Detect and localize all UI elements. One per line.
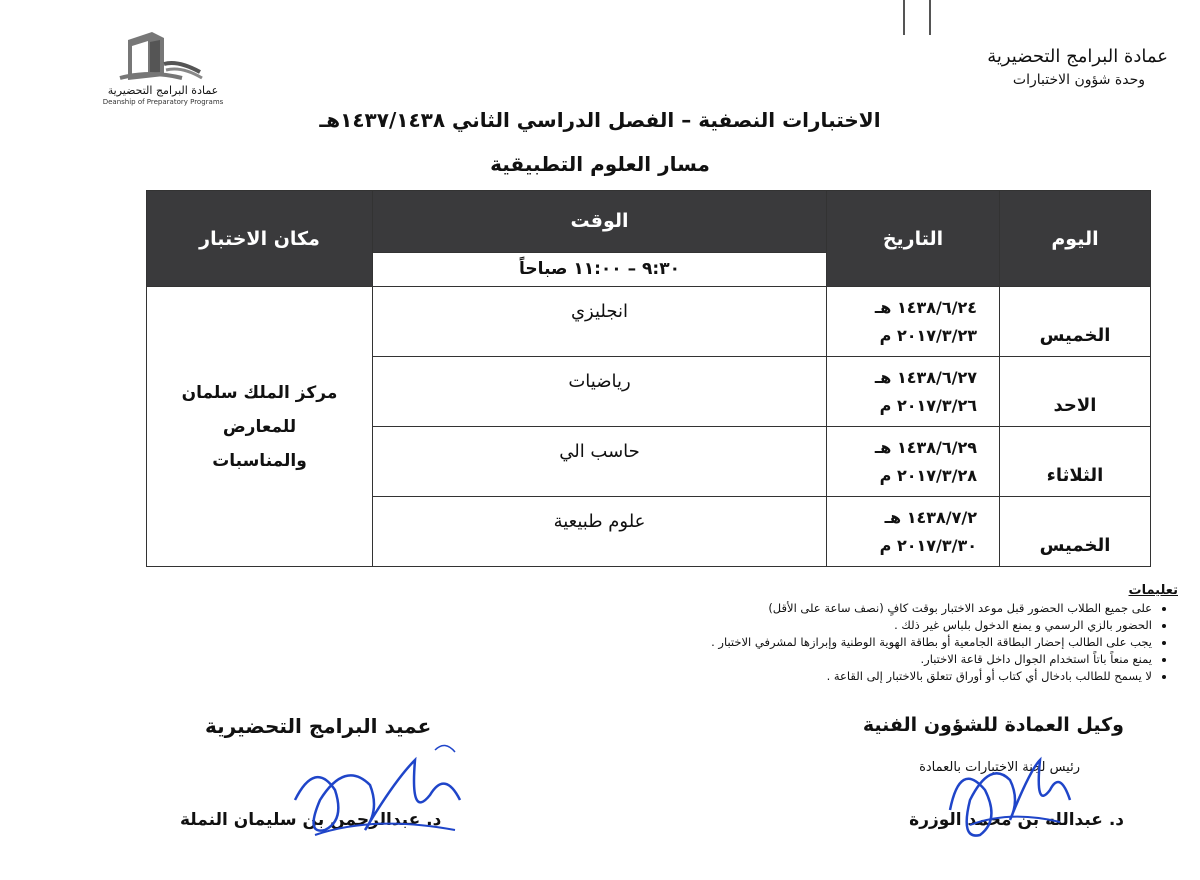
location-cell (147, 287, 373, 567)
header-location: مكان الاختبار (147, 191, 373, 287)
logo-english-text: Deanship of Preparatory Programs (102, 98, 224, 106)
scan-artifact-line (929, 0, 931, 35)
instructions-list (592, 600, 1170, 685)
vice-dean-subtitle: رئيس لجنة الاختبارات بالعمادة (919, 760, 1080, 775)
subject-cell: حاسب الي (373, 427, 827, 497)
date-cell (827, 427, 1000, 497)
subject-cell: انجليزي (373, 287, 827, 357)
gregorian-date: ٢٠١٧/٣/٢٦ م (879, 395, 977, 415)
date-cell (827, 497, 1000, 567)
day-cell: الخميس (1000, 287, 1151, 357)
logo-arabic-text: عمادة البرامج التحضيرية (107, 84, 219, 97)
gregorian-date: ٢٠١٧/٣/٢٨ م (879, 465, 977, 485)
hijri-date: ١٤٣٨/٦/٢٤ هـ (874, 297, 977, 317)
instruction-item: • لا يسمح للطالب بادخال أي كتاب أو أوراق تتعلق بالاختبار إلى القاعة . (592, 668, 1152, 685)
gregorian-date: ٢٠١٧/٣/٢٣ م (879, 325, 977, 345)
gregorian-date: ٢٠١٧/٣/٣٠ م (879, 535, 977, 555)
unit-name: وحدة شؤون الاختبارات (1012, 72, 1145, 88)
dean-name: د. عبدالرحمن بن سليمان النملة (180, 810, 442, 830)
date-cell (827, 287, 1000, 357)
vice-dean-title: وكيل العمادة للشؤون الفنية (862, 714, 1124, 736)
header-time: الوقت (373, 191, 827, 253)
instruction-item: • على جميع الطلاب الحضور قبل موعد الاختبار بوقت كافٍ (نصف ساعة على الأقل) (592, 600, 1152, 617)
instructions-title: تعليمات (1128, 583, 1178, 598)
day-cell: الخميس (1000, 497, 1151, 567)
vice-dean-name: د. عبدالله بن محمد الوزرة (909, 810, 1124, 830)
scan-artifact-line (903, 0, 905, 35)
dean-title: عميد البرامج التحضيرية (205, 714, 432, 738)
table-row (147, 287, 1151, 357)
subject-cell: رياضيات (373, 357, 827, 427)
instruction-item: • الحضور بالزي الرسمي و يمنع الدخول بلباس غير ذلك . (592, 617, 1152, 634)
dean-signature (275, 740, 475, 860)
hijri-date: ١٤٣٨/٧/٢ هـ (884, 507, 977, 527)
exam-schedule-table (146, 190, 1151, 567)
table-header-row (147, 191, 1151, 253)
location-line-1: مركز الملك سلمان للمعارض (181, 382, 338, 437)
subject-cell: علوم طبيعية (373, 497, 827, 567)
time-range: ٩:٣٠ – ١١:٠٠ صباحاً (373, 252, 827, 286)
instruction-item: • يجب على الطالب إحضار البطاقة الجامعية أو بطاقة الهوية الوطنية وإبرازها لمشرفي الاختبار . (592, 634, 1152, 651)
instruction-item: • يمنع منعاً باتاً استخدام الجوال داخل قاعة الاختبار. (592, 651, 1152, 668)
header-day: اليوم (1000, 191, 1151, 287)
hijri-date: ١٤٣٨/٦/٢٧ هـ (874, 367, 977, 387)
location-line-2: والمناسبات (212, 450, 307, 471)
document-title: الاختبارات النصفية – الفصل الدراسي الثاني ١٤٣٧/١٤٣٨هـ (319, 108, 881, 132)
vice-dean-signature (940, 740, 1090, 850)
date-cell (827, 357, 1000, 427)
hijri-date: ١٤٣٨/٦/٢٩ هـ (874, 437, 977, 457)
document-subtitle: مسار العلوم التطبيقية (490, 152, 710, 176)
day-cell: الثلاثاء (1000, 427, 1151, 497)
organization-name: عمادة البرامج التحضيرية (987, 46, 1168, 67)
day-cell: الاحد (1000, 357, 1151, 427)
header-date: التاريخ (827, 191, 1000, 287)
